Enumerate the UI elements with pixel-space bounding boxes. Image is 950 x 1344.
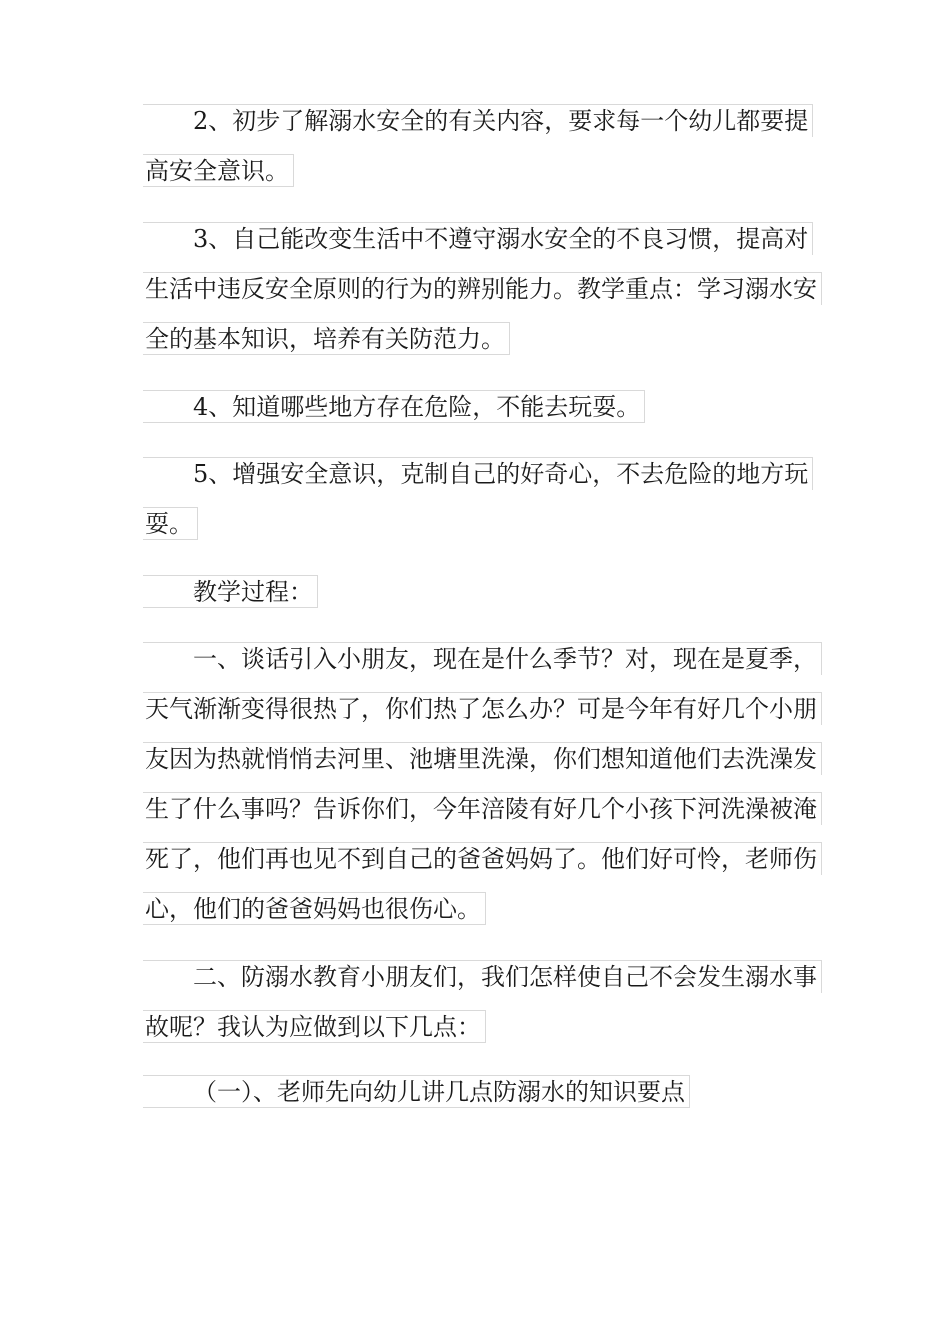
paragraph-goal-4 — [143, 390, 645, 440]
text-line: 一、谈话引入小朋友，现在是什么季节？对，现在是夏季， — [143, 642, 822, 675]
text-line: 4、知道哪些地方存在危险，不能去玩耍。 — [143, 390, 645, 423]
text-line: 全的基本知识，培养有关防范力。 — [143, 322, 510, 355]
paragraph-goal-2 — [143, 104, 813, 204]
text-line: 生活中违反安全原则的行为的辨别能力。教学重点：学习溺水安 — [143, 272, 822, 305]
text-line: 二、防溺水教育小朋友们，我们怎样使自己不会发生溺水事 — [143, 960, 822, 993]
text-line: 教学过程： — [143, 575, 318, 608]
paragraph-goal-3 — [143, 222, 822, 372]
text-line: 天气渐渐变得很热了，你们热了怎么办？可是今年有好几个小朋 — [143, 692, 822, 725]
text-line: 3、自己能改变生活中不遵守溺水安全的不良习惯，提高对 — [143, 222, 813, 255]
text-line: 心，他们的爸爸妈妈也很伤心。 — [143, 892, 486, 925]
text-line: 耍。 — [143, 507, 198, 540]
paragraph-goal-5 — [143, 457, 813, 557]
paragraph-step-1 — [143, 642, 822, 942]
text-line: 5、增强安全意识，克制自己的好奇心，不去危险的地方玩 — [143, 457, 813, 490]
text-line: 高安全意识。 — [143, 154, 294, 187]
text-line: 死了，他们再也见不到自己的爸爸妈妈了。他们好可怜，老师伤 — [143, 842, 822, 875]
paragraph-step-2 — [143, 960, 822, 1060]
text-line: 2、初步了解溺水安全的有关内容，要求每一个幼儿都要提 — [143, 104, 813, 137]
text-line: 生了什么事吗？告诉你们，今年涪陵有好几个小孩下河洗澡被淹 — [143, 792, 822, 825]
section-heading-teaching-process — [143, 575, 318, 625]
subheading-step-2-1 — [143, 1075, 690, 1125]
text-line: 故呢？我认为应做到以下几点： — [143, 1010, 486, 1043]
text-line: （一）、老师先向幼儿讲几点防溺水的知识要点 — [143, 1075, 690, 1108]
text-line: 友因为热就悄悄去河里、池塘里洗澡，你们想知道他们去洗澡发 — [143, 742, 822, 775]
